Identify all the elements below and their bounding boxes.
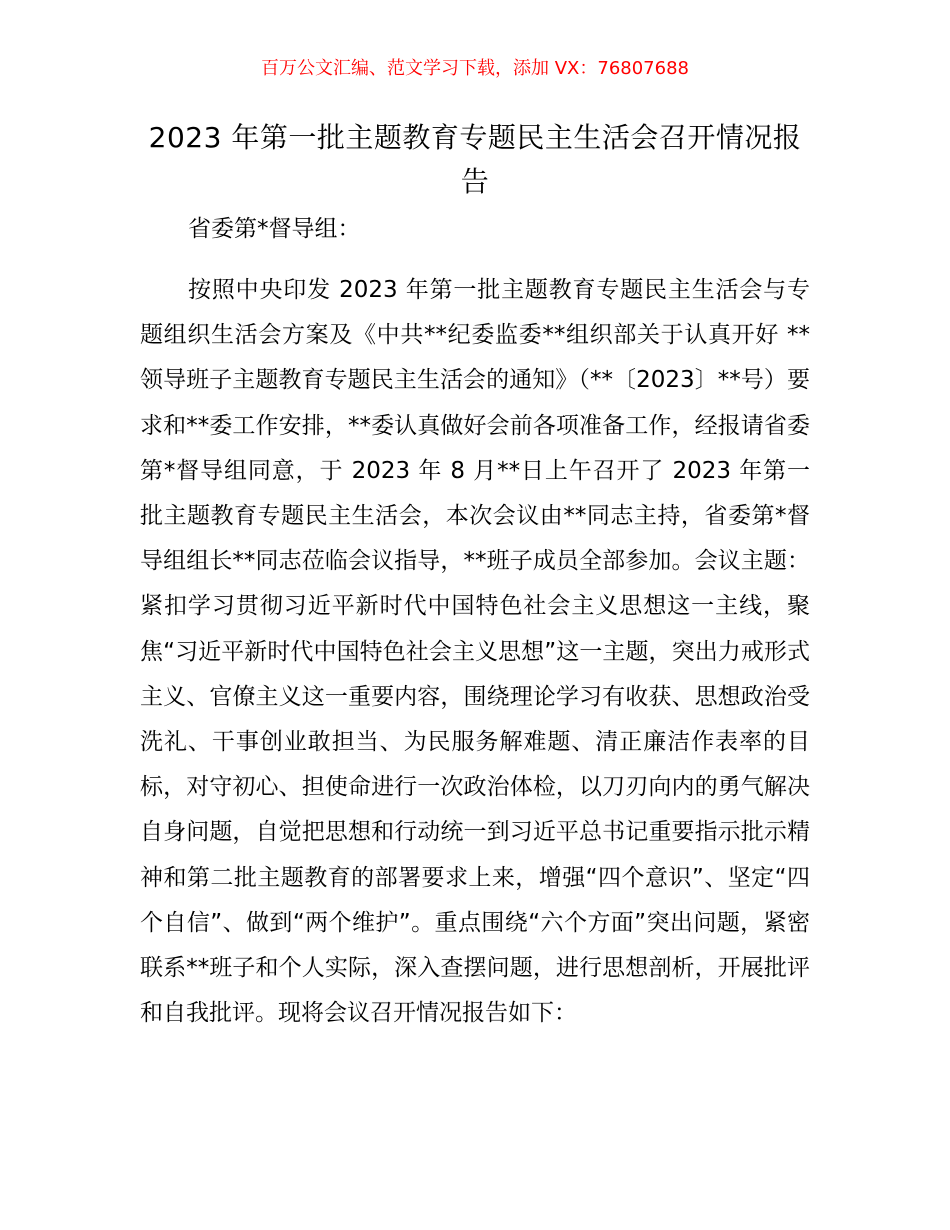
watermark-header: 百万公文汇编、范文学习下载，添加 VX：76807688 [261, 58, 689, 79]
document-title: 2023 年第一批主题教育专题民主生活会召开情况报告 [148, 121, 802, 198]
salutation: 省委第*督导组： [188, 216, 361, 242]
body-paragraph: 按照中央印发 2023 年第一批主题教育专题民主生活会与专题组织生活会方案及《中共**纪委监委**组织部关于认真开好 ** 领导班子主题教育专题民主生活会的通知》（**〔2023〕**号）要求和**委工作安排，**委认真做好会前各项准备工作，经报请省委第*督导组同意，于 2023 年 8 月**日上午召开了 2023 年第一批主题教育专题民主生活会，本次会议由**同志主持，省委第*督导组组长**同志莅临会议指导，**班子成员全部参加。会议主题：紧扣学习贯彻习近平新时代中国特色社会主义思想这一主线，聚焦“习近平新时代中国特色社会主义思想”这一主题，突出力戒形式主义、官僚主义这一重要内容，围绕理论学习有收获、思想政治受洗礼、干事创业敢担当、为民服务解难题、清正廉洁作表率的目标，对守初心、担使命进行一次政治体检，以刀刃向内的勇气解决自身问题，自觉把思想和行动统一到习近平总书记重要指示批示精神和第二批主题教育的部署要求上来，增强“四个意识”、坚定“四个自信”、做到“两个维护”。重点围绕“六个方面”突出问题，紧密联系**班子和个人实际，深入查摆问题，进行思想剖析，开展批评和自我批评。现将会议召开情况报告如下： [140, 277, 810, 1027]
